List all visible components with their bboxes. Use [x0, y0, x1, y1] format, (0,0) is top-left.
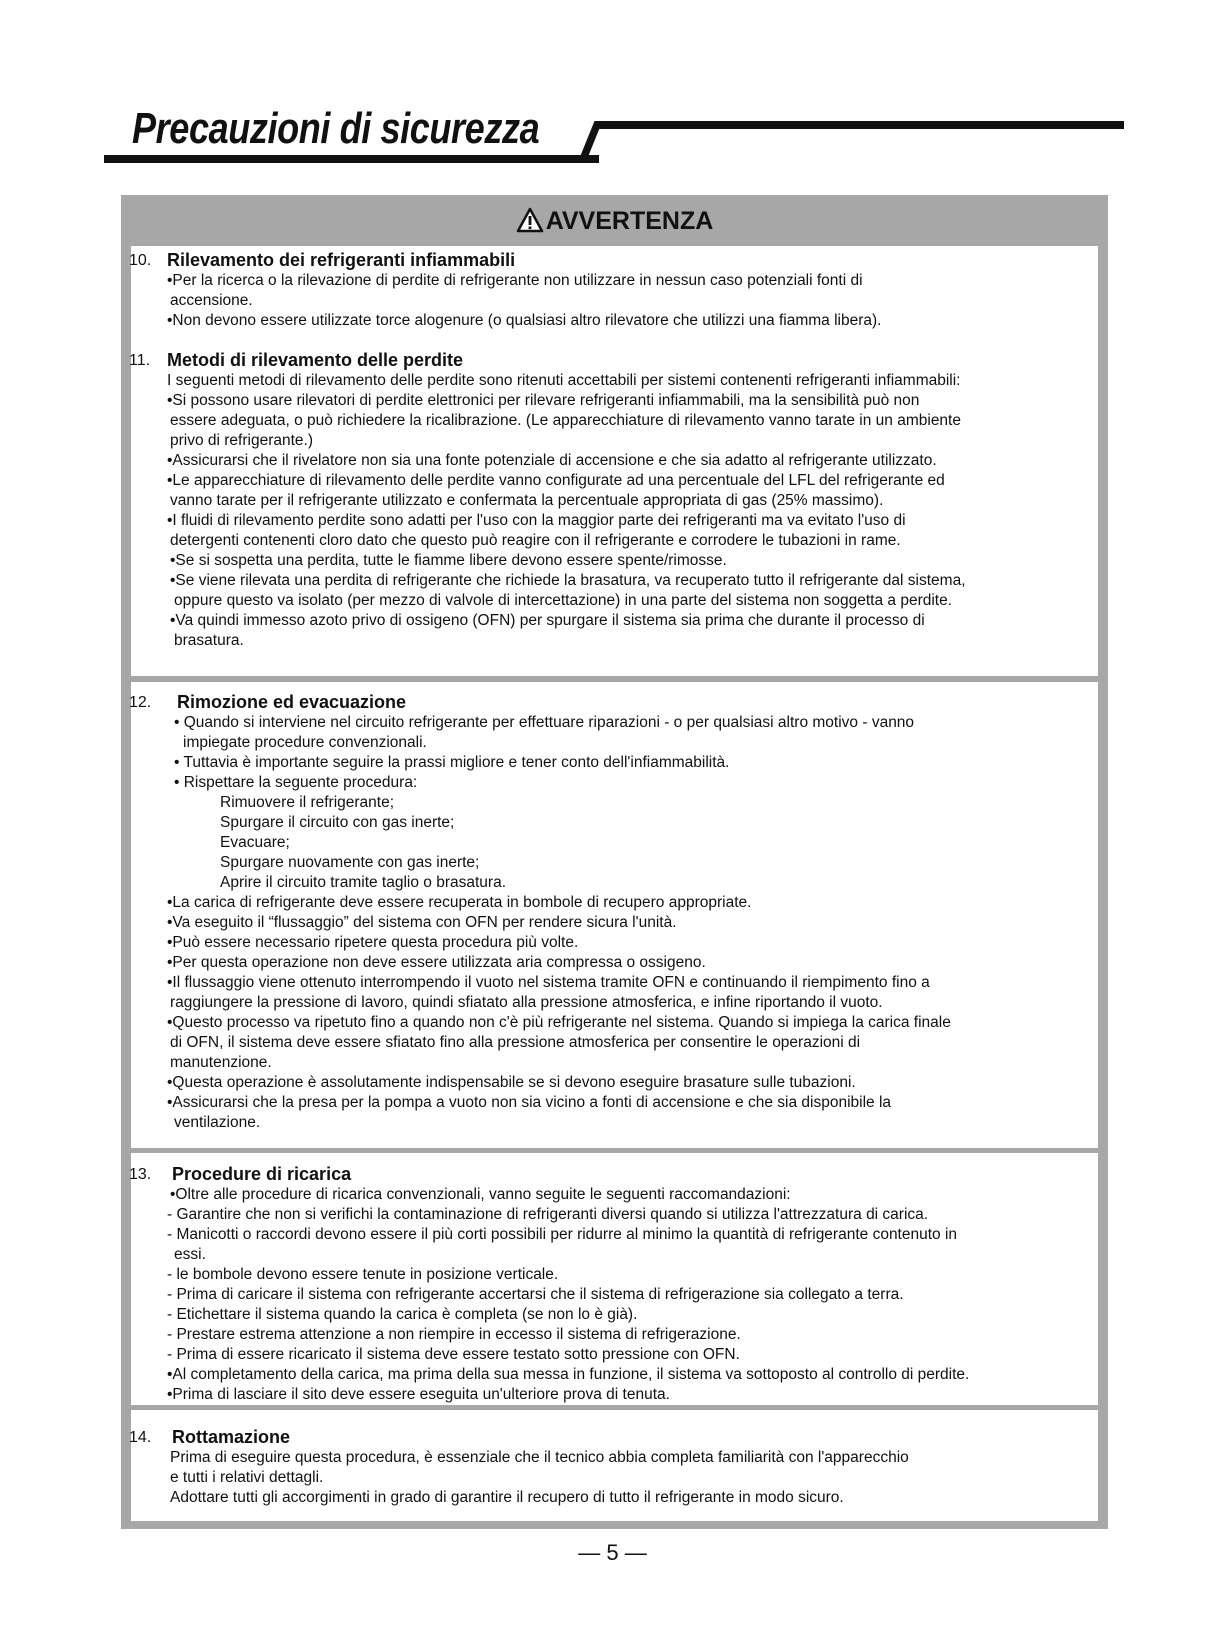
section-number: 14. — [129, 1429, 152, 1446]
section-text-line: •Questa operazione è assolutamente indispensabile se si devono eseguire brasature sulle tubazioni. — [167, 1074, 856, 1091]
section-text-line: - Manicotti o raccordi devono essere il più corti possibili per ridurre al minimo la quantità di refrigerante contenuto in — [167, 1226, 958, 1243]
procedure-step: Aprire il circuito tramite taglio o brasatura. — [220, 874, 507, 891]
section-text-line: •Prima di lasciare il sito deve essere eseguita un'ulteriore prova di tenuta. — [167, 1386, 670, 1403]
section-text-line: - Garantire che non si verifichi la contaminazione di refrigeranti diversi quando si utilizza l'attrezzatura di carica. — [167, 1206, 929, 1223]
section-text-line: di OFN, il sistema deve essere sfiatato fino alla pressione atmosferica per consentire le operazioni di — [170, 1034, 861, 1051]
section-text-line: detergenti contenenti cloro dato che questo può reagire con il refrigerante e corrodere le tubazioni in rame. — [170, 532, 901, 549]
title-rule — [104, 155, 599, 163]
section-text-line: • Rispettare la seguente procedura: — [174, 774, 418, 791]
warning-header — [121, 207, 1108, 236]
section-text-line: •Oltre alle procedure di ricarica convenzionali, vanno seguite le seguenti raccomandazioni: — [170, 1186, 791, 1203]
page-number: — 5 — — [578, 1540, 647, 1565]
section-text-line: •Se viene rilevata una perdita di refrigerante che richiede la brasatura, va recuperato tutto il refrigerante dal sistema, — [170, 572, 966, 589]
section-text-line: •Se si sospetta una perdita, tutte le fiamme libere devono essere spente/rimosse. — [170, 552, 727, 569]
section-text-line: brasatura. — [174, 632, 244, 649]
section-text-line: •La carica di refrigerante deve essere recuperata in bombole di recupero appropriate. — [167, 894, 752, 911]
section-text-line: oppure questo va isolato (per mezzo di valvole di intercettazione) in una parte del sistema non soggetta a perdite. — [174, 592, 953, 609]
procedure-step: Spurgare nuovamente con gas inerte; — [220, 854, 480, 871]
section-heading: Procedure di ricarica — [172, 1164, 352, 1184]
section-number: 10. — [129, 252, 152, 269]
section-text-line: raggiungere la pressione di lavoro, quindi sfiatato alla pressione atmosferica, e infine riportando il vuoto. — [170, 994, 883, 1011]
section-text-line: privo di refrigerante.) — [170, 432, 314, 449]
section-text-line: •Si possono usare rilevatori di perdite elettronici per rilevare refrigeranti infiammabili, ma la sensibilità può non — [167, 392, 920, 409]
section-text-line: •Assicurarsi che la presa per la pompa a vuoto non sia vicino a fonti di accensione e che sia disponibile la — [167, 1094, 892, 1111]
section-number: 12. — [129, 694, 152, 711]
section-text-line: • Quando si interviene nel circuito refrigerante per effettuare riparazioni - o per qualsiasi altro motivo - vanno — [174, 714, 915, 731]
section-text-line: • Tuttavia è importante seguire la prassi migliore e tener conto dell'infiammabilità. — [174, 754, 730, 771]
title-rule-upper — [596, 121, 1124, 129]
section-text-line: •Assicurarsi che il rivelatore non sia una fonte potenziale di accensione e che sia adatto al refrigerante utilizzato. — [167, 452, 937, 469]
section-text-line: •Al completamento della carica, ma prima della sua messa in funzione, il sistema va sottoposto al controllo di perdite. — [167, 1366, 970, 1383]
section-text-line: Adottare tutti gli accorgimenti in grado di garantire il recupero di tutto il refrigerante in modo sicuro. — [170, 1489, 844, 1506]
section-text-line: •Per la ricerca o la rilevazione di perdite di refrigerante non utilizzare in nessun caso potenziali fonti di — [167, 272, 863, 289]
warning-box — [121, 195, 1108, 1529]
section-text-line: - Etichettare il sistema quando la carica è completa (se non lo è già). — [167, 1306, 638, 1323]
section-heading: Rimozione ed evacuazione — [177, 692, 407, 712]
section-text-line: •Per questa operazione non deve essere utilizzata aria compressa o ossigeno. — [167, 954, 706, 971]
section-text-line: e tutti i relativi dettagli. — [170, 1469, 324, 1486]
section-text-line: - Prima di essere ricaricato il sistema deve essere testato sotto pressione con OFN. — [167, 1346, 740, 1363]
section-heading: Rilevamento dei refrigeranti infiammabili — [167, 250, 516, 270]
section-text-line: •Va quindi immesso azoto privo di ossigeno (OFN) per spurgare il sistema sia prima che durante il processo di — [170, 612, 925, 629]
procedure-step: Rimuovere il refrigerante; — [220, 794, 395, 811]
section-text-line: I seguenti metodi di rilevamento delle perdite sono ritenuti accettabili per sistemi contenenti refrigeranti infiammabili: — [167, 372, 961, 389]
section-text-line: vanno tarate per il refrigerante utilizzato e confermata la percentuale appropriata di gas (25% massimo). — [170, 492, 884, 509]
section-text-line: - le bombole devono essere tenute in posizione verticale. — [167, 1266, 559, 1283]
procedure-step: Spurgare il circuito con gas inerte; — [220, 814, 455, 831]
section-text-line: •Il flussaggio viene ottenuto interrompendo il vuoto nel sistema tramite OFN e continuando il riempimento fino a — [167, 974, 930, 991]
section-text-line: - Prima di caricare il sistema con refrigerante accertarsi che il sistema di refrigerazione sia collegato a terra. — [167, 1286, 904, 1303]
warning-label: AVVERTENZA — [545, 207, 714, 235]
section-number: 11. — [129, 352, 151, 369]
section-number: 13. — [129, 1166, 152, 1183]
page-title: Precauzioni di sicurezza — [132, 104, 540, 153]
section-text-line: ventilazione. — [174, 1114, 261, 1131]
section-text-line: •Può essere necessario ripetere questa procedura più volte. — [167, 934, 579, 951]
warning-triangle-icon — [516, 207, 544, 233]
section-text-line: - Prestare estrema attenzione a non riempire in eccesso il sistema di refrigerazione. — [167, 1326, 741, 1343]
section-heading: Rottamazione — [172, 1427, 291, 1447]
section-text-line: essi. — [174, 1246, 206, 1263]
section-text-line: Prima di eseguire questa procedura, è essenziale che il tecnico abbia completa familiarità con l'apparecchio — [170, 1449, 909, 1466]
section-text-line: •Va eseguito il “flussaggio” del sistema con OFN per rendere sicura l'unità. — [167, 914, 677, 931]
section-text-line: essere adeguata, o può richiedere la ricalibrazione. (Le apparecchiature di rilevamento vanno tarate in un ambiente — [170, 412, 961, 429]
section-text-line: •Non devono essere utilizzate torce alogenure (o qualsiasi altro rilevatore che utilizzi una fiamma libera). — [167, 312, 882, 329]
section-text-line: •Le apparecchiature di rilevamento delle perdite vanno configurate ad una percentuale del LFL del refrigerante ed — [167, 472, 945, 489]
procedure-step: Evacuare; — [220, 834, 290, 851]
section-text-line: accensione. — [170, 292, 253, 309]
section-heading: Metodi di rilevamento delle perdite — [167, 350, 464, 370]
section-text-line: manutenzione. — [170, 1054, 272, 1071]
section-text-line: •I fluidi di rilevamento perdite sono adatti per l'uso con la maggior parte dei refrigeranti ma va evitato l'uso di — [167, 512, 906, 529]
section-text-line: impiegate procedure convenzionali. — [183, 734, 427, 751]
section-text-line: •Questo processo va ripetuto fino a quando non c'è più refrigerante nel sistema. Quando si impiega la carica finale — [167, 1014, 951, 1031]
